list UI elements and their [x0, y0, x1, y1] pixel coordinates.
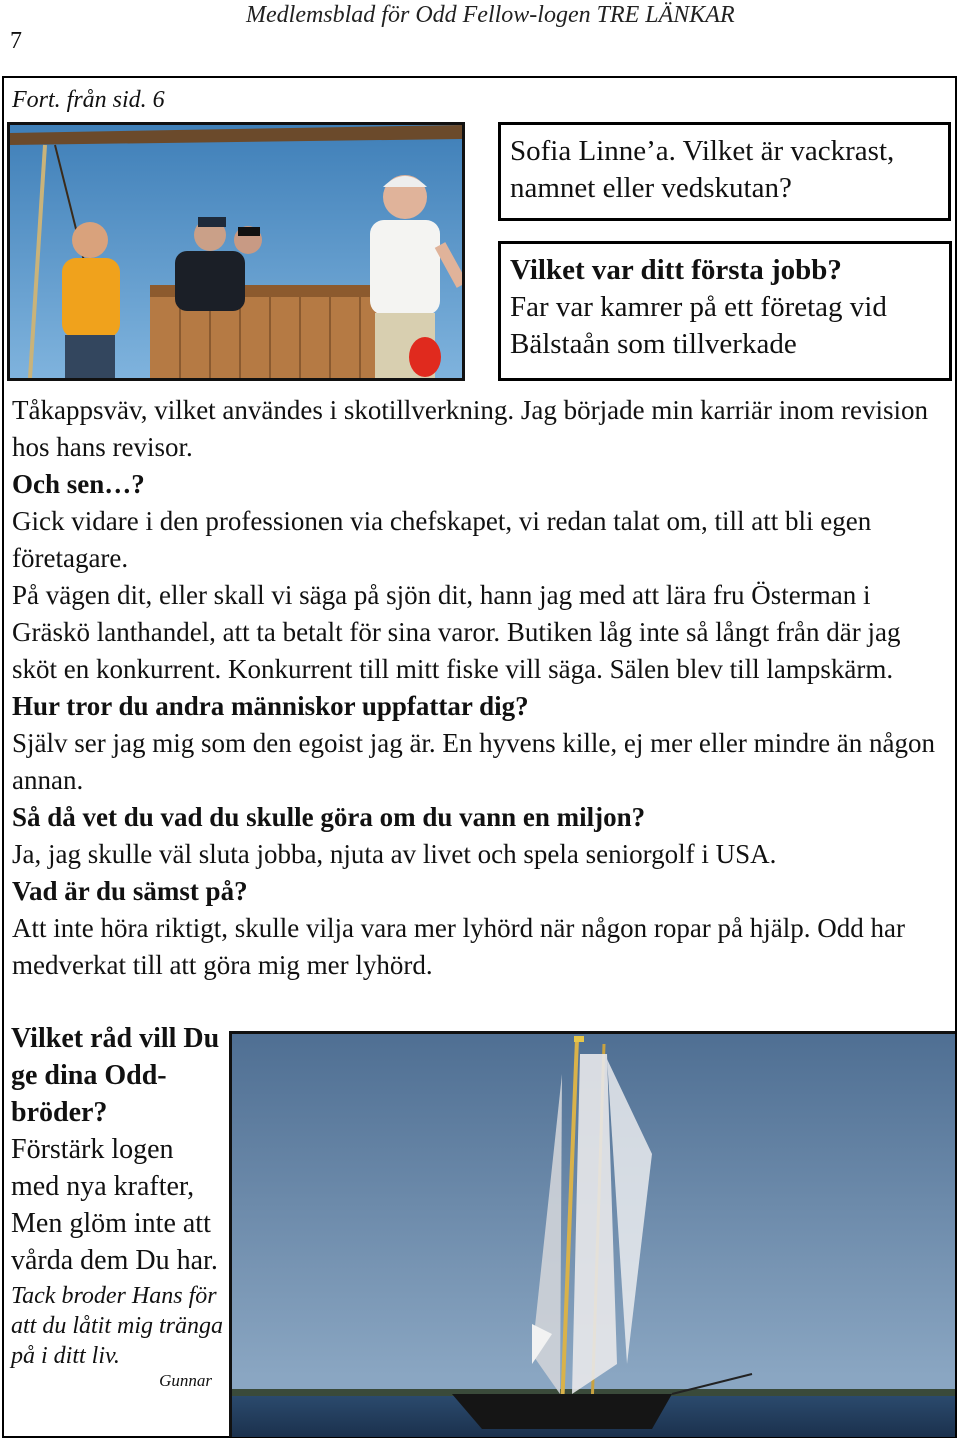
caption-box [498, 122, 951, 221]
answer-first-job: Far var kamrer på ett företag vid Bälstaån som tillverkade [510, 291, 887, 360]
paragraph: På vägen dit, eller skall vi säga på sjön dit, hann jag med att lära fru Österman i Gräskö lanthandel, att ta betalt för sina varor. Butiken låg inte så långt från där jag sköt en konkurrent. Konkurrent till mitt fiske vill säga. Sälen blev till lampskärm. [12, 580, 901, 684]
continuation-note: Fort. från sid. 6 [12, 87, 165, 113]
page-number: 7 [10, 28, 22, 54]
first-job-box [498, 241, 952, 381]
question-worst-at: Vad är du sämst på? [12, 876, 248, 906]
thanks-note: Tack broder Hans för att du låtit mig tränga på i ditt liv. [11, 1283, 224, 1369]
paragraph: Ja, jag skulle väl sluta jobba, njuta av livet och spela seniorgolf i USA. [12, 839, 777, 869]
schooner-photo-image [232, 1034, 955, 1437]
caption-text: Sofia Linne’a. Vilket är vackrast, namnet eller vedskutan? [510, 135, 895, 204]
question-perception: Hur tror du andra människor uppfattar dig? [12, 691, 529, 721]
answer-advice: Förstärk logen med nya krafter, Men glöm inte att vårda dem Du har. [11, 1134, 218, 1276]
article-body [12, 392, 947, 984]
question-first-job: Vilket var ditt första jobb? [510, 254, 842, 286]
crew-photo [7, 122, 465, 381]
signature: Gunnar [159, 1371, 212, 1390]
paragraph: Gick vidare i den professionen via chefskapet, vi redan talat om, till att bli egen företagare. [12, 506, 872, 573]
question-advice: Vilket råd vill Du ge dina Odd-bröder? [11, 1023, 220, 1128]
newsletter-title: Medlemsblad för Odd Fellow-logen TRE LÄNKAR [246, 2, 735, 28]
paragraph: Tåkappsväv, vilket användes i skotillverkning. Jag började min karriär inom revision hos hans revisor. [12, 395, 929, 462]
question-million: Så då vet du vad du skulle göra om du vann en miljon? [12, 802, 646, 832]
schooner-photo [229, 1031, 955, 1437]
question-then: Och sen…? [12, 469, 145, 499]
paragraph: Själv ser jag mig som den egoist jag är. En hyvens kille, ej mer eller mindre än någon annan. [12, 728, 936, 795]
crew-photo-image [10, 125, 462, 378]
paragraph: Att inte höra riktigt, skulle vilja vara mer lyhörd när någon ropar på hjälp. Odd har medverkat till att göra mig mer lyhörd. [12, 913, 905, 980]
advice-column [11, 1020, 226, 1391]
